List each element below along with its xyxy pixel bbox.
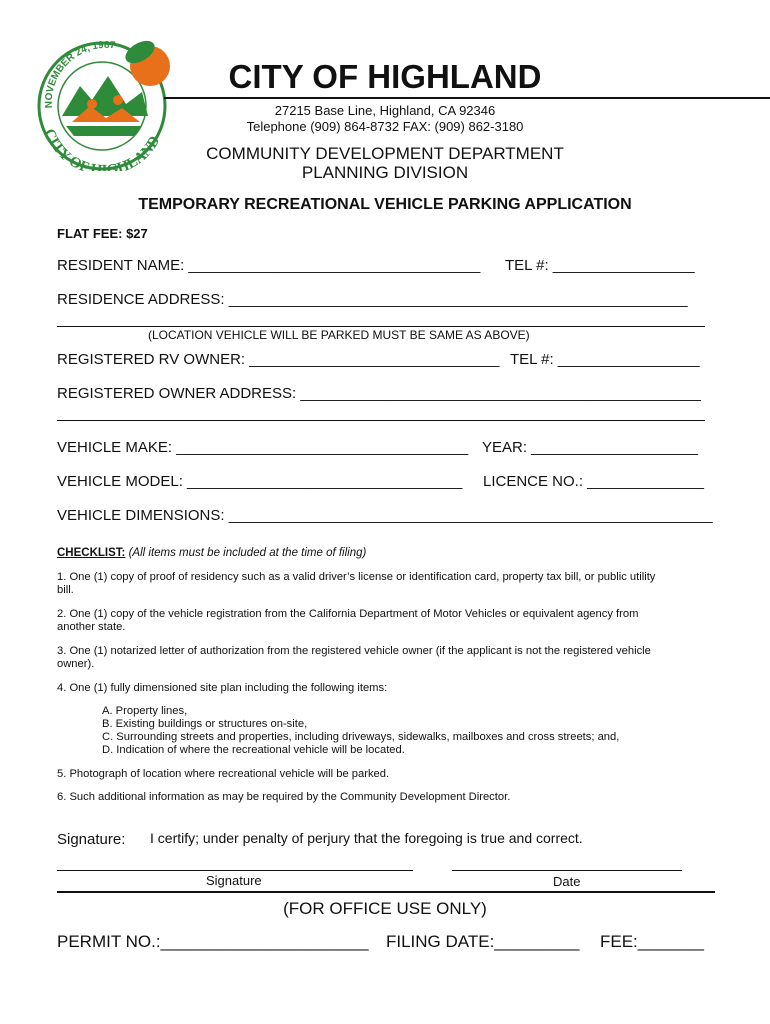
date-line[interactable] — [452, 870, 682, 871]
location-note: (LOCATION VEHICLE WILL BE PARKED MUST BE SAME AS ABOVE) — [148, 328, 530, 342]
residence-address-field[interactable]: RESIDENCE ADDRESS: _______________________________________________________ — [57, 291, 688, 308]
resident-name-field[interactable]: RESIDENT NAME: ___________________________________ — [57, 257, 481, 274]
signature-caption: Signature — [206, 873, 262, 888]
title-rule — [164, 97, 770, 99]
residence-address-line2[interactable] — [57, 326, 705, 327]
signature-label: Signature: — [57, 831, 126, 848]
checklist-item-2 — [57, 608, 717, 634]
checklist-item-3 — [57, 645, 717, 671]
checklist-item-2-line2: another state. — [57, 621, 126, 633]
application-title: TEMPORARY RECREATIONAL VEHICLE PARKING APPLICATION — [138, 196, 632, 213]
vehicle-make-field[interactable]: VEHICLE MAKE: ___________________________________ — [57, 439, 469, 456]
checklist-item-1-line2: bill. — [57, 584, 74, 596]
flat-fee: FLAT FEE: $27 — [57, 226, 148, 241]
checklist-item-1-line1: 1. One (1) copy of proof of residency such as a valid driver’s license or identification card, property tax bill, or public utility — [57, 571, 656, 583]
seal-ring-top-text: NOVEMBER 24, 1987 — [43, 39, 116, 109]
checklist-item-5: 5. Photograph of location where recreational vehicle will be parked. — [57, 768, 390, 780]
owner-address-field[interactable]: REGISTERED OWNER ADDRESS: ________________________________________________ — [57, 385, 701, 402]
rv-owner-field[interactable]: REGISTERED RV OWNER: ______________________________ — [57, 351, 500, 368]
rv-owner-tel-field[interactable]: TEL #: _________________ — [510, 351, 700, 368]
vehicle-model-field[interactable]: VEHICLE MODEL: _________________________________ — [57, 473, 463, 490]
checklist-note: (All items must be included at the time of filing) — [128, 547, 367, 559]
department-name: COMMUNITY DEVELOPMENT DEPARTMENT — [206, 144, 564, 163]
office-fee-field[interactable]: FEE:_______ — [600, 932, 704, 951]
checklist-subitems — [102, 705, 619, 757]
city-seal-logo — [30, 26, 180, 171]
checklist-item-6: 6. Such additional information as may be required by the Community Development Director. — [57, 791, 511, 803]
filing-date-field[interactable]: FILING DATE:_________ — [386, 932, 580, 951]
certification-text: I certify; under penalty of perjury that the foregoing is true and correct. — [150, 830, 583, 846]
checklist-item-3-line2: owner). — [57, 658, 95, 670]
subitem-b: B. Existing buildings or structures on-site, — [102, 718, 308, 730]
year-field[interactable]: YEAR: ____________________ — [482, 439, 699, 456]
resident-tel-field[interactable]: TEL #: _________________ — [505, 257, 695, 274]
subitem-c: C. Surrounding streets and properties, including driveways, sidewalks, mailboxes and cross streets; and, — [102, 731, 620, 743]
city-phone: Telephone (909) 864-8732 FAX: (909) 862-3180 — [246, 119, 524, 134]
owner-address-line2[interactable] — [57, 420, 705, 421]
checklist-item-4: 4. One (1) fully dimensioned site plan including the following items: — [57, 682, 388, 694]
checklist-item-1 — [57, 571, 717, 597]
city-address: 27215 Base Line, Highland, CA 92346 — [274, 103, 496, 118]
checklist-label: CHECKLIST: — [57, 547, 126, 559]
permit-number-field[interactable]: PERMIT NO.:______________________ — [57, 932, 369, 951]
office-use-heading: (FOR OFFICE USE ONLY) — [283, 899, 487, 918]
page-title: CITY OF HIGHLAND — [228, 58, 542, 95]
checklist-item-3-line1: 3. One (1) notarized letter of authorization from the registered vehicle owner (if the applicant is not the registered vehicle — [57, 645, 651, 657]
licence-field[interactable]: LICENCE NO.: ______________ — [483, 473, 704, 490]
date-caption: Date — [553, 874, 581, 889]
signature-line[interactable] — [57, 870, 413, 871]
office-divider — [57, 891, 715, 893]
vehicle-dimensions-field[interactable]: VEHICLE DIMENSIONS: __________________________________________________________ — [57, 507, 713, 524]
subitem-a: A. Property lines, — [102, 705, 188, 717]
checklist-header — [57, 547, 366, 559]
seal-ring-bottom-text: CITY OF HIGHLAND — [40, 126, 164, 171]
division-name: PLANNING DIVISION — [301, 163, 469, 182]
checklist-item-2-line1: 2. One (1) copy of the vehicle registration from the California Department of Motor Vehicles or equivalent agency from — [57, 608, 639, 620]
subitem-d: D. Indication of where the recreational vehicle will be located. — [102, 744, 405, 756]
